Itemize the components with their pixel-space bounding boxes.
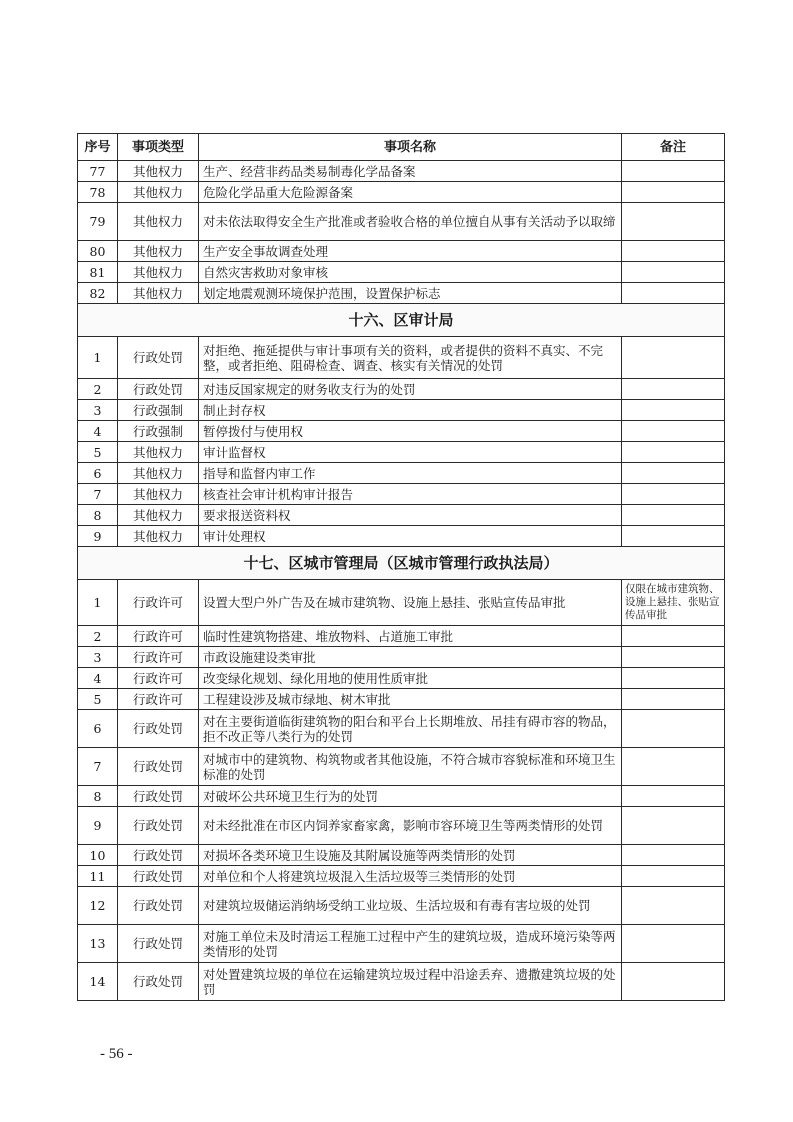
row-number: 7 [78,748,118,786]
row-name: 对破坏公共环境卫生行为的处罚 [199,786,622,807]
row-type: 其他权力 [118,283,199,304]
row-name: 审计监督权 [199,442,622,463]
row-number: 6 [78,710,118,748]
section-header-row [78,304,725,337]
row-number: 3 [78,400,118,421]
row-name: 对处置建筑垃圾的单位在运输建筑垃圾过程中沿途丢弃、遗撒建筑垃圾的处罚 [199,963,622,1001]
row-name: 对施工单位未及时清运工程施工过程中产生的建筑垃圾，造成环境污染等两类情形的处罚 [199,925,622,963]
row-type: 行政处罚 [118,925,199,963]
table-row [78,866,725,887]
row-type: 行政处罚 [118,786,199,807]
row-number: 4 [78,668,118,689]
row-name: 要求报送资料权 [199,505,622,526]
row-type: 行政许可 [118,689,199,710]
table-row [78,203,725,241]
row-number: 14 [78,963,118,1001]
section-title: 十七、区城市管理局（区城市管理行政执法局） [78,547,725,580]
header-name: 事项名称 [199,134,622,161]
row-number: 81 [78,262,118,283]
row-name: 暂停拨付与使用权 [199,421,622,442]
row-number: 82 [78,283,118,304]
row-remark [622,262,725,283]
row-name: 对在主要街道临街建筑物的阳台和平台上长期堆放、吊挂有碍市容的物品，拒不改正等八类行为的处罚 [199,710,622,748]
table-row [78,925,725,963]
row-type: 其他权力 [118,161,199,182]
table-row [78,241,725,262]
row-remark [622,925,725,963]
row-remark [622,484,725,505]
section-title: 十六、区审计局 [78,304,725,337]
row-number: 2 [78,626,118,647]
row-remark [622,647,725,668]
table-row [78,526,725,547]
row-type: 行政处罚 [118,379,199,400]
row-remark [622,710,725,748]
table-row [78,505,725,526]
row-type: 行政许可 [118,647,199,668]
row-name: 对建筑垃圾储运消纳场受纳工业垃圾、生活垃圾和有毒有害垃圾的处罚 [199,887,622,925]
table-row [78,689,725,710]
row-name: 对拒绝、拖延提供与审计事项有关的资料，或者提供的资料不真实、不完整，或者拒绝、阻碍检查、调查、核实有关情况的处罚 [199,337,622,379]
row-remark [622,786,725,807]
row-name: 对未依法取得安全生产批准或者验收合格的单位擅自从事有关活动予以取缔 [199,203,622,241]
row-remark [622,887,725,925]
row-number: 12 [78,887,118,925]
row-remark [622,748,725,786]
table-row [78,786,725,807]
table-row [78,647,725,668]
row-type: 行政处罚 [118,748,199,786]
row-name: 审计处理权 [199,526,622,547]
row-number: 80 [78,241,118,262]
row-remark [622,526,725,547]
row-number: 5 [78,442,118,463]
row-remark [622,866,725,887]
row-remark [622,689,725,710]
row-name: 指导和监督内审工作 [199,463,622,484]
row-type: 其他权力 [118,484,199,505]
row-type: 行政处罚 [118,710,199,748]
row-number: 2 [78,379,118,400]
row-name: 对违反国家规定的财务收支行为的处罚 [199,379,622,400]
row-number: 10 [78,845,118,866]
row-remark [622,807,725,845]
row-remark [622,161,725,182]
row-remark [622,463,725,484]
row-name: 核查社会审计机构审计报告 [199,484,622,505]
row-name: 划定地震观测环境保护范围，设置保护标志 [199,283,622,304]
table-row [78,283,725,304]
row-number: 13 [78,925,118,963]
row-name: 改变绿化规划、绿化用地的使用性质审批 [199,668,622,689]
table-row [78,963,725,1001]
row-name: 对损坏各类环境卫生设施及其附属设施等两类情形的处罚 [199,845,622,866]
table-row [78,379,725,400]
row-remark [622,845,725,866]
row-number: 77 [78,161,118,182]
permissions-table [77,133,725,1001]
row-number: 8 [78,505,118,526]
row-type: 其他权力 [118,442,199,463]
table-row [78,807,725,845]
row-type: 行政许可 [118,668,199,689]
row-type: 其他权力 [118,241,199,262]
row-type: 行政强制 [118,400,199,421]
row-name: 制止封存权 [199,400,622,421]
row-name: 对单位和个人将建筑垃圾混入生活垃圾等三类情形的处罚 [199,866,622,887]
row-remark [622,626,725,647]
row-name: 对未经批准在市区内饲养家畜家禽，影响市容环境卫生等两类情形的处罚 [199,807,622,845]
header-num: 序号 [78,134,118,161]
row-remark: 仅限在城市建筑物、设施上悬挂、张贴宣传品审批 [622,580,725,626]
row-name: 对城市中的建筑物、构筑物或者其他设施，不符合城市容貌标准和环境卫生标准的处罚 [199,748,622,786]
row-number: 5 [78,689,118,710]
table-row [78,337,725,379]
header-type: 事项类型 [118,134,199,161]
table-row [78,580,725,626]
row-type: 行政处罚 [118,807,199,845]
row-name: 危险化学品重大危险源备案 [199,182,622,203]
row-number: 7 [78,484,118,505]
table-row [78,182,725,203]
row-type: 行政处罚 [118,866,199,887]
row-remark [622,505,725,526]
row-remark [622,379,725,400]
row-type: 行政许可 [118,580,199,626]
row-remark [622,963,725,1001]
header-remark: 备注 [622,134,725,161]
row-number: 8 [78,786,118,807]
row-number: 11 [78,866,118,887]
row-type: 其他权力 [118,203,199,241]
table-row [78,668,725,689]
row-number: 1 [78,337,118,379]
row-number: 9 [78,526,118,547]
table-header-row [78,134,725,161]
row-type: 其他权力 [118,505,199,526]
row-type: 行政强制 [118,421,199,442]
row-remark [622,421,725,442]
table-row [78,484,725,505]
row-remark [622,337,725,379]
row-type: 行政许可 [118,626,199,647]
row-type: 行政处罚 [118,887,199,925]
row-number: 4 [78,421,118,442]
table-row [78,626,725,647]
row-name: 设置大型户外广告及在城市建筑物、设施上悬挂、张贴宣传品审批 [199,580,622,626]
table-row [78,400,725,421]
table-row [78,161,725,182]
row-remark [622,203,725,241]
row-number: 9 [78,807,118,845]
row-number: 1 [78,580,118,626]
row-name: 自然灾害救助对象审核 [199,262,622,283]
table-row [78,262,725,283]
table-row [78,710,725,748]
row-name: 工程建设涉及城市绿地、树木审批 [199,689,622,710]
section-header-row [78,547,725,580]
row-number: 3 [78,647,118,668]
table-body [78,161,725,1001]
row-type: 其他权力 [118,182,199,203]
row-name: 临时性建筑物搭建、堆放物料、占道施工审批 [199,626,622,647]
row-type: 行政处罚 [118,845,199,866]
row-number: 6 [78,463,118,484]
table-row [78,463,725,484]
row-remark [622,668,725,689]
row-remark [622,241,725,262]
row-remark [622,182,725,203]
row-remark [622,283,725,304]
table-row [78,748,725,786]
row-type: 其他权力 [118,526,199,547]
row-remark [622,400,725,421]
row-type: 其他权力 [118,262,199,283]
row-remark [622,442,725,463]
table-row [78,845,725,866]
page-number: - 56 - [100,1046,133,1062]
row-name: 市政设施建设类审批 [199,647,622,668]
row-name: 生产、经营非药品类易制毒化学品备案 [199,161,622,182]
table-row [78,442,725,463]
table-row [78,421,725,442]
row-type: 行政处罚 [118,963,199,1001]
row-type: 其他权力 [118,463,199,484]
row-type: 行政处罚 [118,337,199,379]
table-row [78,887,725,925]
row-name: 生产安全事故调查处理 [199,241,622,262]
row-number: 78 [78,182,118,203]
row-number: 79 [78,203,118,241]
